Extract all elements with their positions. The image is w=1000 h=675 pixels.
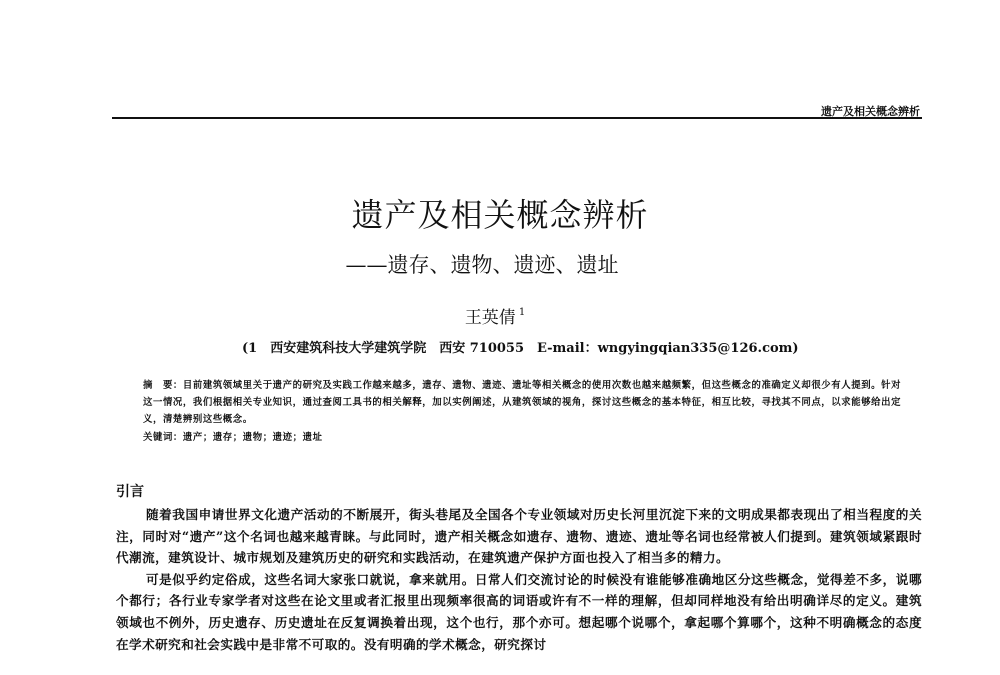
abstract-paragraph <box>143 377 903 429</box>
paper-title: 遗产及相关概念辨析 <box>351 196 649 234</box>
paper-subtitle: ——遗存、遗物、遗迹、遗址 <box>345 253 619 277</box>
keywords-label: 关键词： <box>143 431 183 443</box>
affiliation: (1 西安建筑科技大学建筑学院 西安 710055 E-mail：wngyingqian335@126.com) <box>242 341 799 356</box>
abstract-text: 目前建筑领域里关于遗产的研究及实践工作越来越多，遗存、遗物、遗迹、遗址等相关概念的使用次数也越来越频繁，但这些概念的准确定义却很少有人提到。针对这一情况，我们根据相关专业知识，通过查阅工具书的相关解释，加以实例阐述，从建筑领域的视角，探讨这些概念的基本特征，相互比较，寻找其不同点，以求能够给出定义，清楚辨别这些概念。 <box>143 380 902 426</box>
author-affiliation-marker: 1 <box>518 307 526 318</box>
keywords-text: 遗产；遗存；遗物；遗迹；遗址 <box>182 431 323 443</box>
author-name: 王英倩 <box>464 308 516 328</box>
header-rule <box>112 117 922 119</box>
author <box>0 303 1000 328</box>
body-paragraph-1: 随着我国申请世界文化遗产活动的不断展开，街头巷尾及全国各个专业领域对历史长河里沉淀下来的文明成果都表现出了相当程度的关注，同时对“遗产”这个名词也越来越青睐。与此同时，遗产相关概念如遗存、遗物、遗迹、遗址等名词也经常被人们提到。建筑领域紧跟时代潮流，建筑设计、城市规划及建筑历史的研究和实践活动，在建筑遗产保护方面也投入了相当多的精力。 <box>116 507 922 566</box>
body-paragraph-2: 可是似乎约定俗成，这些名词大家张口就说，拿来就用。日常人们交流讨论的时候没有谁能够准确地区分这些概念，觉得差不多，说哪个都行；各行业专家学者对这些在论文里或者汇报里出现频率很高的词语或许有不一样的理解，但却同样地没有给出明确详尽的定义。建筑领域也不例外，历史遗存、历史遗址在反复调换着出现，这个也行，那个亦可。想起哪个说哪个，拿起哪个算哪个，这种不明确概念的态度在学术研究和社会实践中是非常不可取的。没有明确的学术概念，研究探讨 <box>116 571 922 652</box>
keywords-paragraph <box>143 429 903 446</box>
abstract <box>143 377 903 446</box>
running-head: 遗产及相关概念辨析 <box>821 105 920 118</box>
section-heading-introduction: 引言 <box>116 484 144 500</box>
abstract-label: 摘 要： <box>143 380 183 391</box>
body-text <box>116 504 922 655</box>
